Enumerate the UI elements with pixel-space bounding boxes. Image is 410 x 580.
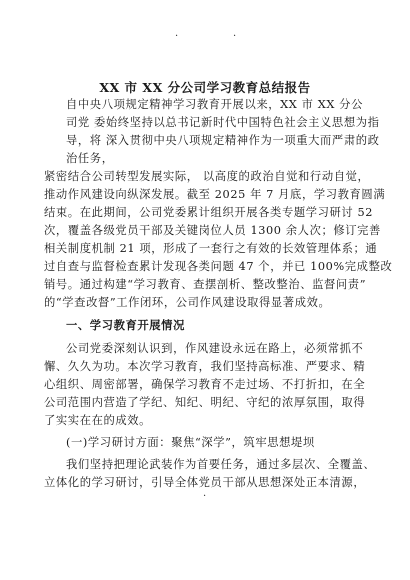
- paragraph-line: 紧密结合公司转型发展实际， 以高度的政治自觉和行动自觉，: [44, 170, 370, 183]
- subsection-heading: (一)学习研讨方面：聚焦“深学”，筑牢思想堤坝: [66, 436, 315, 449]
- intro-line: 司党 委始终坚持以总书记新时代中国特色社会主义思想为指: [66, 116, 380, 129]
- paragraph-line: 结束。在此期间，公司党委累计组织开展各类专题学习研讨 52: [44, 206, 374, 219]
- footer-dot: ·: [203, 491, 207, 502]
- paragraph-line: 相关制度机制 21 项，形成了一套行之有效的长效管理体系；通: [44, 242, 378, 255]
- intro-line: 自中央八项规定精神学习教育开展以来，XX 市 XX 分公: [66, 98, 363, 111]
- paragraph-line: 销号。通过构建“学习教育、查摆剖析、整改整治、监督问责”: [44, 278, 367, 291]
- paragraph-line: 次，覆盖各级党员干部及关键岗位人员 1300 余人次；修订完善: [44, 224, 381, 237]
- intro-line: 治任务，: [66, 152, 114, 165]
- paragraph-line: 公司党委深刻认识到，作风建设永远在路上，必须常抓不: [66, 342, 364, 355]
- paragraph-line: 懈、久久为功。本次学习教育，我们坚持高标准、严要求、精: [44, 360, 366, 373]
- section-heading: 一、学习教育开展情况: [66, 318, 185, 332]
- document-title: XX 市 XX 分公司学习教育总结报告: [99, 80, 311, 95]
- paragraph-line: 我们坚持把理论武装作为首要任务，通过多层次、全覆盖、: [66, 458, 376, 471]
- paragraph-line: 公司范围内营造了学纪、知纪、明纪、守纪的浓厚氛围，取得: [44, 396, 366, 409]
- paragraph-line: 的“学查改督”工作闭环，公司作风建设取得显著成效。: [44, 296, 331, 309]
- intro-line: 导，将 深入贯彻中央八项规定精神作为一项重大而严肃的政: [66, 134, 380, 147]
- paragraph-line: 过自查与监督检查累计发现各类问题 47 个，并已 100%完成整改: [44, 260, 393, 273]
- paragraph-line: 心组织、周密部署，确保学习教育不走过场、不打折扣，在全: [44, 378, 366, 391]
- header-dot-left: ·: [175, 31, 179, 42]
- paragraph-line: 立体化的学习研讨，引导全体党员干部从思想深处正本清源，: [44, 476, 366, 489]
- paragraph-line: 了实实在在的成效。: [44, 414, 152, 427]
- header-dot-right: ·: [233, 31, 237, 42]
- paragraph-line: 推动作风建设向纵深发展。截至 2025 年 7 月底，学习教育圆满: [44, 188, 386, 201]
